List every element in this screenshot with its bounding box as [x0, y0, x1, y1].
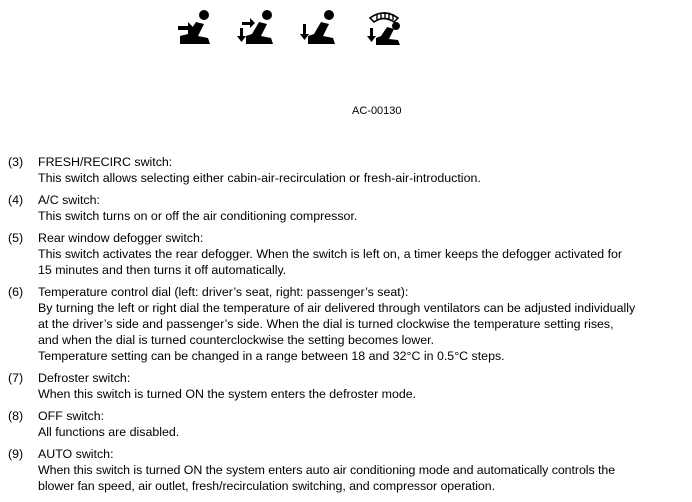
item-number: (7): [8, 371, 24, 385]
item-title: OFF switch:: [38, 409, 105, 423]
item-desc-line: When this switch is turned ON the system enters auto air conditioning mode and automatically controls the: [38, 463, 616, 477]
item-desc-line: By turning the left or right dial the temperature of air delivered through ventilators can be adjusted individually: [38, 301, 636, 315]
item-desc-line: at the driver’s side and passenger’s side. When the dial is turned clockwise the temperature setting rises,: [38, 317, 614, 331]
item-number: (4): [8, 193, 24, 207]
item-title: Defroster switch:: [38, 371, 131, 385]
item-temperature-dial: [8, 284, 688, 364]
item-desc-line: blower fan speed, air outlet, fresh/recirculation switching, and compressor operation.: [38, 479, 495, 493]
item-desc-line: This switch activates the rear defogger. When the switch is left on, a timer keeps the defogger activated for: [38, 247, 623, 261]
item-number: (6): [8, 285, 24, 299]
item-number: (5): [8, 231, 24, 245]
item-title: Rear window defogger switch:: [38, 231, 204, 245]
defrost-foot-mode-icon: [364, 8, 406, 46]
item-desc-line: This switch allows selecting either cabin-air-recirculation or fresh-air-introduction.: [38, 171, 481, 185]
fresh-air-mode-icon: [174, 8, 216, 46]
item-fresh-recirc: [8, 154, 688, 186]
item-defroster: [8, 370, 688, 402]
item-ac: [8, 192, 688, 224]
item-desc-line: and when the dial is turned counterclockwise the setting becomes lower.: [38, 333, 435, 347]
bi-level-mode-icon: [236, 8, 278, 46]
item-auto: [8, 446, 688, 494]
mode-icons: [170, 8, 420, 48]
item-title: Temperature control dial (left: driver’s seat, right: passenger’s seat):: [38, 285, 409, 299]
item-title: FRESH/RECIRC switch:: [38, 155, 173, 169]
item-desc-line: Temperature setting can be changed in a range between 18 and 32°C in 0.5°C steps.: [38, 349, 505, 363]
item-off: [8, 408, 688, 440]
foot-mode-icon: [298, 8, 340, 46]
item-desc-line: All functions are disabled.: [38, 425, 180, 439]
item-title: AUTO switch:: [38, 447, 114, 461]
item-number: (9): [8, 447, 24, 461]
figure-id: AC-00130: [352, 105, 402, 117]
item-number: (8): [8, 409, 24, 423]
item-desc-line: When this switch is turned ON the system enters the defroster mode.: [38, 387, 417, 401]
item-desc-line: This switch turns on or off the air conditioning compressor.: [38, 209, 358, 223]
switch-description-list: [8, 154, 688, 500]
item-number: (3): [8, 155, 24, 169]
item-rear-defogger: [8, 230, 688, 278]
item-title: A/C switch:: [38, 193, 100, 207]
item-desc-line: 15 minutes and then turns it off automatically.: [38, 263, 287, 277]
